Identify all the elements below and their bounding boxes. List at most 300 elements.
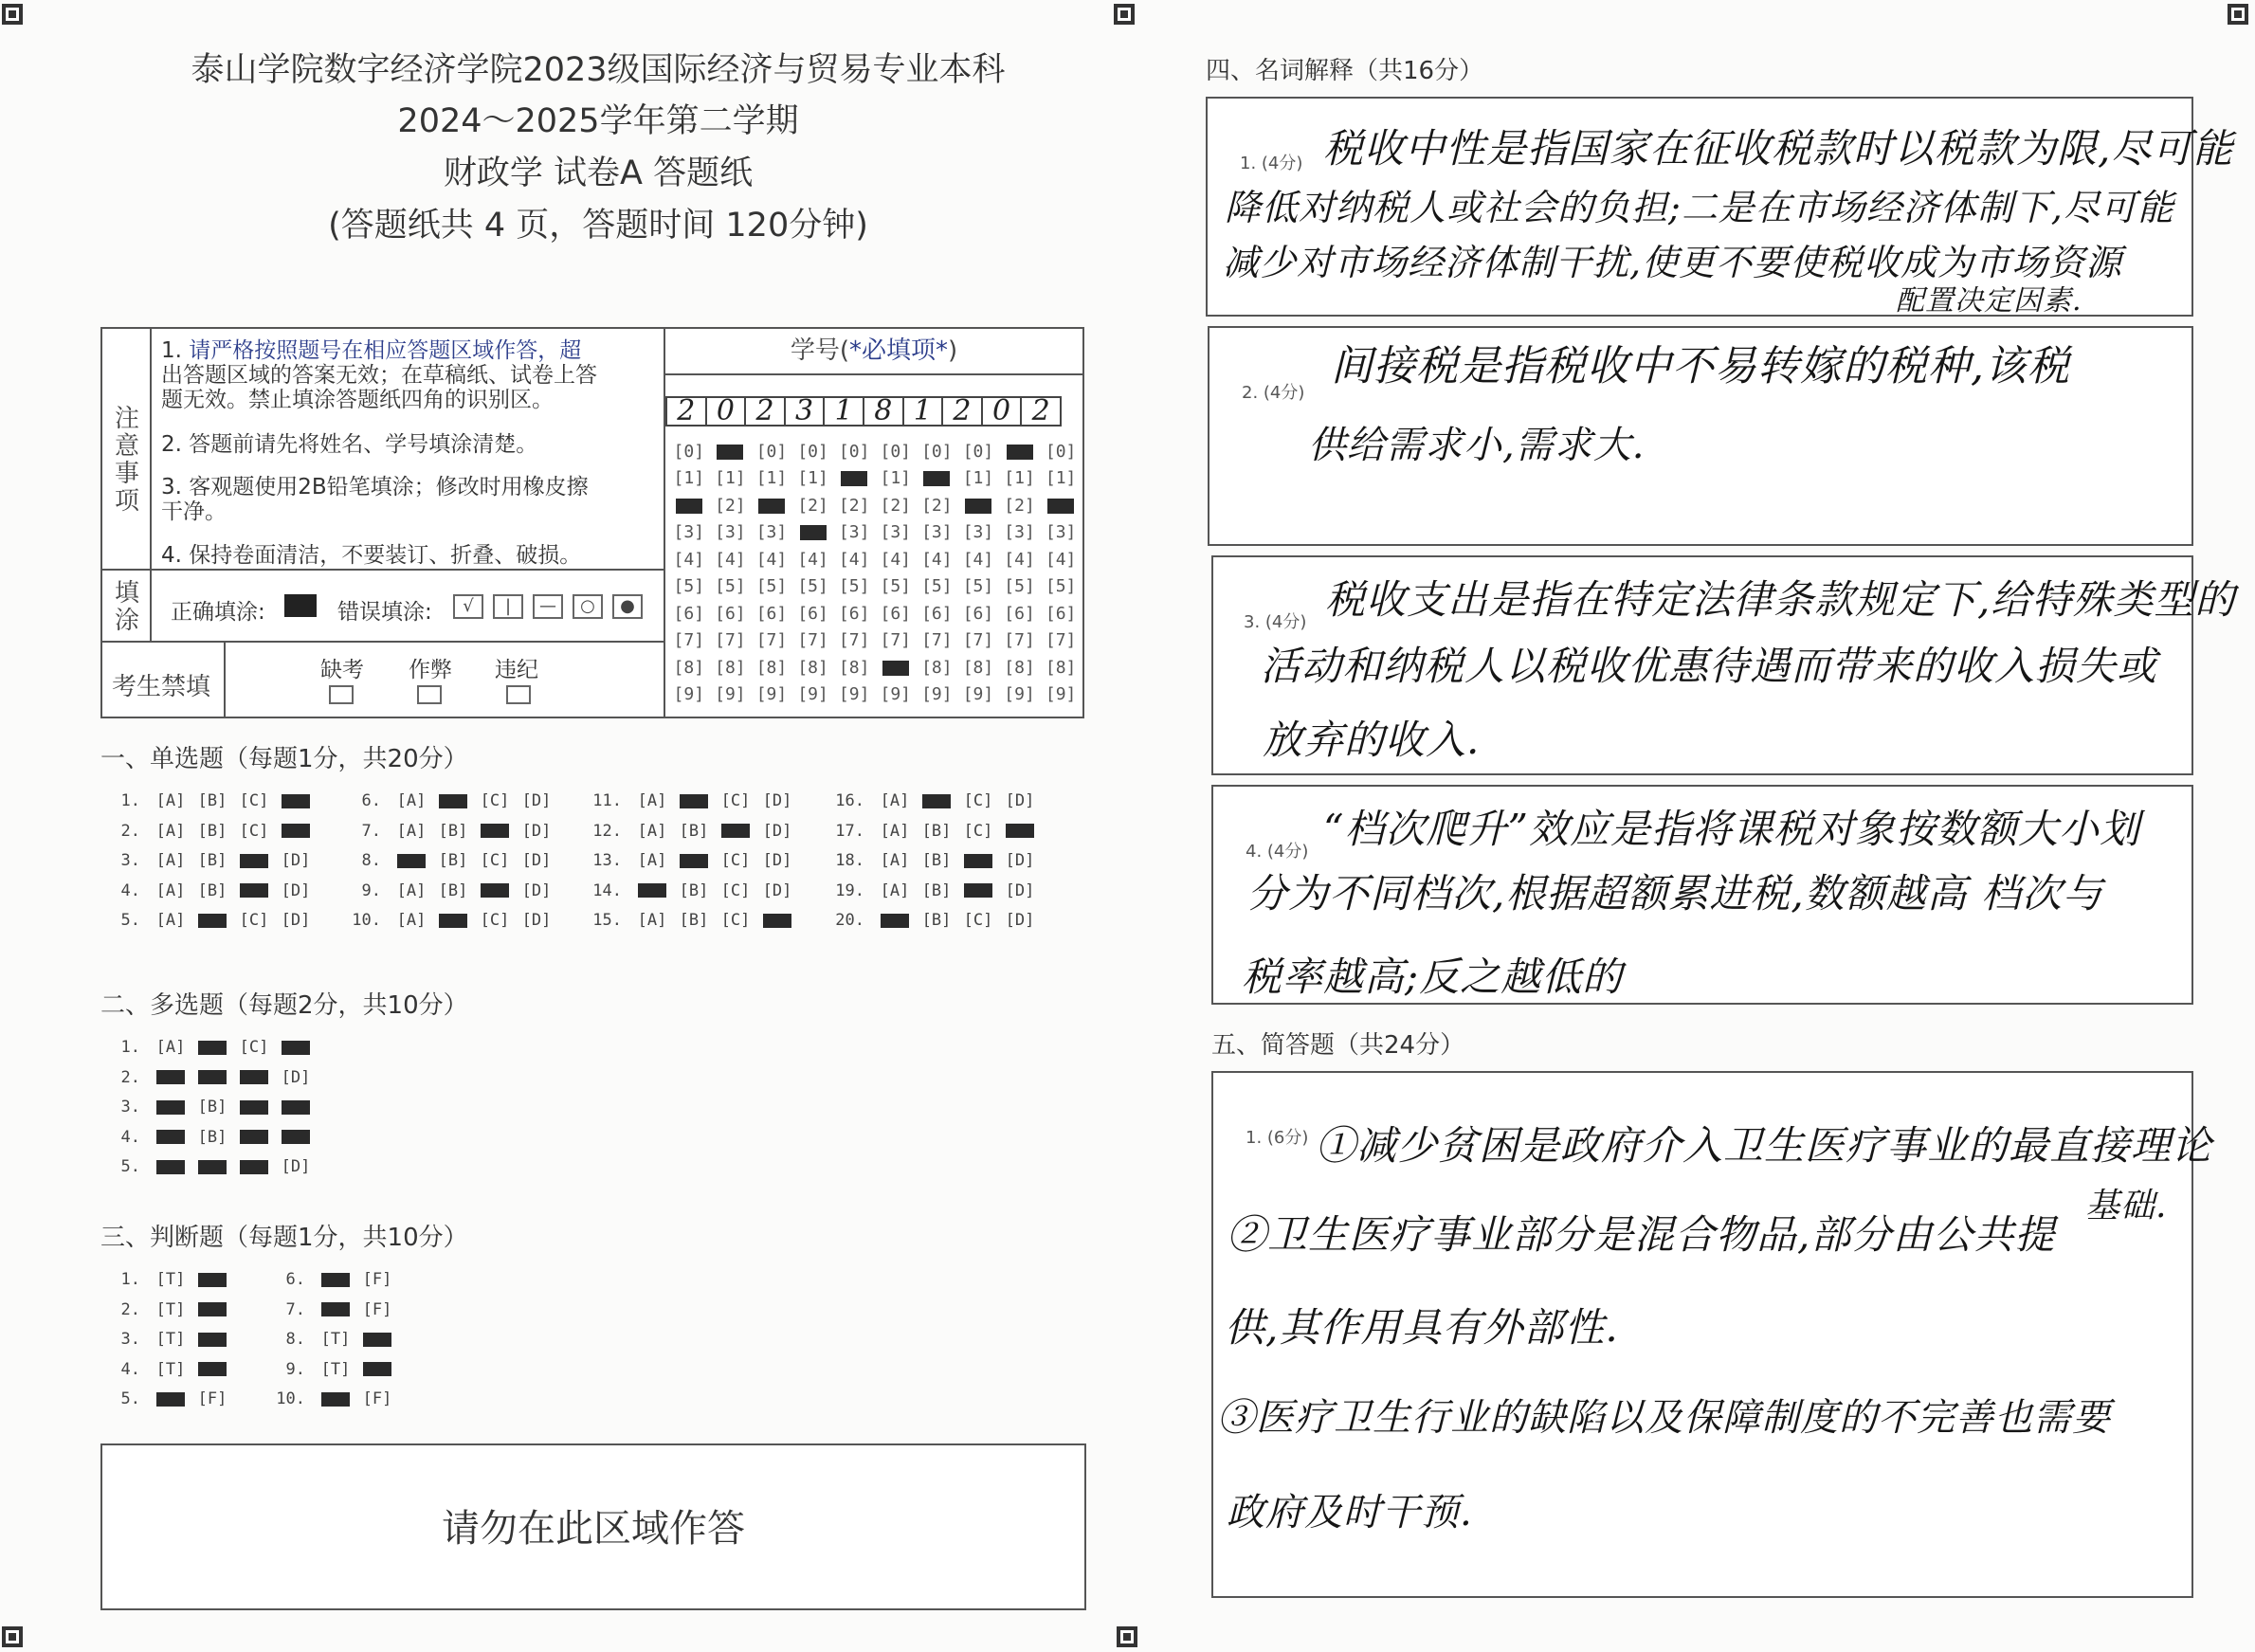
bubble[interactable]: [6] [797, 603, 828, 624]
bubble[interactable]: [8] [921, 657, 953, 678]
option-filled[interactable] [391, 851, 432, 870]
option-b[interactable]: [B] [197, 1127, 227, 1147]
option-filled[interactable] [233, 851, 275, 870]
bubble[interactable]: [3] [673, 522, 705, 543]
option-filled[interactable] [474, 822, 516, 841]
option-a[interactable]: [A] [155, 880, 186, 900]
option-a[interactable]: [A] [155, 791, 186, 810]
option-b[interactable]: [B] [438, 880, 468, 900]
option-filled[interactable] [275, 822, 317, 841]
bubble[interactable]: [0] [921, 441, 953, 462]
option-filled[interactable] [191, 1270, 233, 1289]
question-number: 6. [285, 1270, 305, 1289]
bubble[interactable]: [2] [921, 495, 953, 516]
option-a[interactable]: [A] [155, 821, 186, 841]
option-filled[interactable] [715, 822, 756, 841]
wrong-fill-check: √ [453, 594, 483, 619]
bubble[interactable]: [9] [797, 684, 828, 705]
bubble[interactable]: [9] [1045, 684, 1077, 705]
wrong-fill-bar: | [493, 594, 523, 619]
option-b[interactable]: [B] [197, 880, 227, 900]
question-number: 2. [120, 1299, 140, 1319]
student-id-digit: 2 [744, 396, 786, 427]
question-number: 8. [285, 1330, 305, 1349]
option-a[interactable]: [A] [155, 1038, 186, 1057]
student-id-digit: 1 [823, 396, 864, 427]
bubble[interactable]: [7] [921, 630, 953, 651]
option-t[interactable]: [T] [320, 1359, 351, 1379]
question-row [347, 822, 557, 841]
option-filled[interactable] [275, 791, 317, 810]
bubble[interactable]: [4] [673, 549, 705, 570]
option-filled[interactable] [150, 1068, 191, 1087]
question-number: 10. [352, 911, 381, 930]
cheat-label: 作弊 [409, 658, 452, 682]
option-b[interactable]: [B] [197, 851, 227, 870]
option-d[interactable]: [D] [762, 791, 792, 810]
question-row [588, 822, 798, 841]
section5-title: 五、简答题（共24分） [1211, 1031, 1465, 1060]
bubble[interactable]: [9] [673, 684, 705, 705]
bubble[interactable]: [4] [880, 549, 912, 570]
option-b[interactable]: [B] [197, 1098, 227, 1116]
bubble[interactable]: [7] [1004, 630, 1035, 651]
bubble[interactable]: [6] [755, 603, 788, 624]
option-b[interactable]: [B] [438, 851, 468, 870]
option-d[interactable]: [D] [521, 851, 552, 870]
bubble[interactable]: [3] [921, 522, 953, 543]
bubble[interactable]: [3] [755, 522, 788, 543]
option-filled[interactable] [191, 1360, 233, 1379]
option-filled[interactable] [191, 911, 233, 930]
question-row [106, 851, 317, 870]
option-d[interactable]: [D] [1005, 911, 1035, 930]
corner-marker-top-center [1114, 4, 1135, 25]
question-row [106, 1098, 317, 1116]
option-filled[interactable] [999, 822, 1041, 841]
option-filled[interactable] [957, 881, 999, 900]
option-d[interactable]: [D] [521, 911, 552, 930]
option-t[interactable]: [T] [155, 1330, 186, 1349]
option-filled[interactable] [432, 791, 474, 810]
option-filled[interactable] [150, 1157, 191, 1176]
option-filled[interactable] [673, 851, 715, 870]
option-b[interactable]: [B] [197, 821, 227, 841]
bubble[interactable]: [4] [797, 549, 828, 570]
option-c[interactable]: [C] [963, 911, 993, 930]
bubble[interactable]: [6] [962, 603, 994, 624]
question-number: 4. [120, 880, 140, 900]
option-d[interactable]: [D] [521, 791, 552, 810]
option-b[interactable]: [B] [679, 821, 709, 841]
bubble[interactable]: [3] [715, 522, 746, 543]
bubble[interactable]: [0] [755, 441, 788, 462]
option-d[interactable]: [D] [521, 880, 552, 900]
option-a[interactable]: [A] [155, 911, 186, 930]
option-t[interactable]: [T] [155, 1270, 186, 1289]
question-row [106, 1157, 317, 1176]
bubble-filled[interactable] [1040, 496, 1082, 516]
no-answer-area: 请勿在此区域作答 [100, 1443, 1086, 1610]
bubble[interactable]: [4] [838, 549, 870, 570]
bubble-row [668, 573, 1082, 601]
bubble[interactable]: [5] [673, 576, 705, 597]
option-filled[interactable] [275, 1038, 317, 1057]
question-row [347, 791, 557, 810]
option-filled[interactable] [356, 1360, 398, 1379]
option-a[interactable]: [A] [880, 791, 910, 810]
score-4-3: 3. (4分) [1244, 612, 1307, 632]
question-number: 7. [285, 1299, 305, 1319]
option-filled[interactable] [631, 881, 673, 900]
bubble[interactable]: [0] [962, 441, 994, 462]
notice-item-4: 4. 保持卷面清洁，不要装订、折叠、破损。 [161, 543, 582, 568]
handwriting-5-1-line3: ②卫生医疗事业部分是混合物品,部分由公共提 [1227, 1211, 2056, 1258]
option-a[interactable]: [A] [637, 791, 667, 810]
wrong-fill-dot: ● [612, 594, 643, 619]
option-c[interactable]: [C] [963, 821, 993, 841]
option-a[interactable]: [A] [396, 821, 427, 841]
question-row [106, 1389, 233, 1408]
bubble[interactable]: [5] [921, 576, 953, 597]
bubble-row [668, 654, 1082, 681]
option-d[interactable]: [D] [762, 880, 792, 900]
option-d[interactable]: [D] [281, 1157, 311, 1176]
option-b[interactable]: [B] [197, 791, 227, 810]
bubble[interactable]: [9] [1004, 684, 1035, 705]
option-a[interactable]: [A] [396, 880, 427, 900]
option-f[interactable]: [F] [362, 1270, 392, 1289]
bubble[interactable]: [0] [673, 441, 705, 462]
bubble[interactable]: [4] [1045, 549, 1077, 570]
bubble-row [668, 438, 1082, 465]
option-a[interactable]: [A] [637, 851, 667, 870]
option-c[interactable]: [C] [720, 791, 751, 810]
bubble[interactable]: [6] [921, 603, 953, 624]
option-filled[interactable] [275, 1098, 317, 1116]
question-row [830, 791, 1041, 810]
option-t[interactable]: [T] [155, 1299, 186, 1319]
question-number: 10. [276, 1389, 305, 1408]
bubble[interactable]: [1] [673, 468, 705, 489]
option-c[interactable]: [C] [963, 791, 993, 810]
option-c[interactable]: [C] [239, 821, 269, 841]
option-b[interactable]: [B] [921, 880, 952, 900]
question-row [106, 1038, 317, 1057]
option-filled[interactable] [191, 1330, 233, 1349]
bubble[interactable]: [6] [1004, 603, 1035, 624]
score-4-4: 4. (4分) [1246, 842, 1309, 862]
question-row [271, 1389, 398, 1408]
option-a[interactable]: [A] [880, 880, 910, 900]
score-4-1: 1. (4分) [1240, 154, 1303, 173]
option-b[interactable]: [B] [679, 880, 709, 900]
handwriting-4-2-line2: 供给需求小,需求大. [1308, 424, 1646, 467]
option-a[interactable]: [A] [880, 821, 910, 841]
wrong-fill-label: 错误填涂: [337, 600, 432, 625]
bubble[interactable]: [9] [880, 684, 912, 705]
option-c[interactable]: [C] [720, 880, 751, 900]
bubble[interactable]: [9] [755, 684, 788, 705]
bubble[interactable]: [4] [755, 549, 788, 570]
bubble[interactable]: [6] [1045, 603, 1077, 624]
handwriting-5-1-line1: ①减少贫困是政府介入卫生医疗事业的最直接理论 [1316, 1122, 2213, 1169]
option-filled[interactable] [233, 881, 275, 900]
option-filled[interactable] [432, 911, 474, 930]
option-c[interactable]: [C] [720, 851, 751, 870]
option-filled[interactable] [233, 1068, 275, 1087]
option-f[interactable]: [F] [362, 1389, 392, 1408]
bubble[interactable]: [4] [1004, 549, 1035, 570]
option-filled[interactable] [191, 1157, 233, 1176]
question-number: 15. [592, 911, 622, 930]
option-d[interactable]: [D] [1005, 880, 1035, 900]
bubble[interactable]: [4] [921, 549, 953, 570]
option-d[interactable]: [D] [1005, 791, 1035, 810]
option-filled[interactable] [673, 791, 715, 810]
option-c[interactable]: [C] [720, 911, 751, 930]
option-a[interactable]: [A] [637, 911, 667, 930]
question-row [347, 881, 557, 900]
option-d[interactable]: [D] [1005, 851, 1035, 870]
question-number: 2. [120, 821, 140, 841]
question-number: 3. [120, 851, 140, 870]
question-row [106, 881, 317, 900]
question-number: 3. [120, 1330, 140, 1349]
option-c[interactable]: [C] [239, 791, 269, 810]
option-f[interactable]: [F] [197, 1389, 227, 1408]
bubble[interactable]: [5] [880, 576, 912, 597]
option-a[interactable]: [A] [396, 911, 427, 930]
option-d[interactable]: [D] [281, 1067, 311, 1087]
bubble[interactable]: [7] [715, 630, 746, 651]
option-f[interactable]: [F] [362, 1299, 392, 1319]
question-row [830, 911, 1041, 930]
bubble[interactable]: [4] [715, 549, 746, 570]
option-filled[interactable] [150, 1389, 191, 1408]
bubble[interactable]: [5] [1004, 576, 1035, 597]
option-a[interactable]: [A] [155, 851, 186, 870]
option-b[interactable]: [B] [921, 821, 952, 841]
option-filled[interactable] [275, 1128, 317, 1147]
bubble-filled[interactable] [833, 468, 875, 488]
exam-title-line2: 2024～2025学年第二学期 [397, 102, 799, 140]
option-d[interactable]: [D] [281, 851, 311, 870]
bubble[interactable]: [3] [880, 522, 912, 543]
bubble[interactable]: [8] [715, 657, 746, 678]
bubble-filled[interactable] [999, 442, 1041, 462]
bubble[interactable]: [1] [715, 468, 746, 489]
bubble[interactable]: [3] [1045, 522, 1077, 543]
option-filled[interactable] [191, 1300, 233, 1319]
question-number: 20. [835, 911, 864, 930]
section2-title: 二、多选题（每题2分，共10分） [100, 991, 468, 1020]
handwriting-5-1-line6: 政府及时干预. [1227, 1491, 1473, 1534]
question-number: 12. [592, 821, 622, 841]
option-b[interactable]: [B] [921, 851, 952, 870]
option-filled[interactable] [756, 911, 798, 930]
handwriting-5-1-line2: 基础. [2085, 1187, 2168, 1225]
bubble[interactable]: [7] [880, 630, 912, 651]
option-filled[interactable] [916, 791, 957, 810]
bubble-filled[interactable] [668, 496, 710, 516]
question-number: 2. [120, 1067, 140, 1087]
bubble-filled[interactable] [710, 442, 752, 462]
bubble[interactable]: [5] [962, 576, 994, 597]
bubble[interactable]: [9] [715, 684, 746, 705]
bubble[interactable]: [7] [962, 630, 994, 651]
option-filled[interactable] [191, 1068, 233, 1087]
bubble[interactable]: [2] [880, 495, 912, 516]
cheat-checkbox[interactable] [417, 685, 442, 704]
option-d[interactable]: [D] [521, 821, 552, 841]
violation-checkbox[interactable] [506, 685, 531, 704]
bubble[interactable]: [6] [880, 603, 912, 624]
bubble[interactable]: [6] [673, 603, 705, 624]
option-a[interactable]: [A] [396, 791, 427, 810]
option-c[interactable]: [C] [480, 911, 510, 930]
bubble[interactable]: [5] [1045, 576, 1077, 597]
bubble[interactable]: [8] [962, 657, 994, 678]
bubble[interactable]: [7] [838, 630, 870, 651]
bubble[interactable]: [3] [1004, 522, 1035, 543]
bubble[interactable]: [7] [673, 630, 705, 651]
option-d[interactable]: [D] [762, 821, 792, 841]
option-filled[interactable] [315, 1270, 356, 1289]
handwriting-4-1-line4: 配置决定因素. [1896, 284, 2082, 318]
option-filled[interactable] [150, 1098, 191, 1116]
option-filled[interactable] [233, 1098, 275, 1116]
question-row [106, 911, 317, 930]
option-t[interactable]: [T] [320, 1330, 351, 1349]
option-c[interactable]: [C] [480, 791, 510, 810]
corner-marker-top-left [2, 4, 23, 25]
wrong-fill-circle: ○ [573, 594, 603, 619]
bubble[interactable]: [7] [797, 630, 828, 651]
option-filled[interactable] [474, 881, 516, 900]
notice-item-3-line2: 干净。 [161, 499, 227, 524]
bubble[interactable]: [1] [755, 468, 788, 489]
question-number: 19. [835, 880, 864, 900]
bubble[interactable]: [0] [838, 441, 870, 462]
bubble[interactable]: [9] [838, 684, 870, 705]
bubble-row [668, 492, 1082, 519]
bubble-filled[interactable] [917, 468, 958, 488]
question-number: 8. [361, 851, 381, 870]
bubble[interactable]: [1] [1045, 468, 1077, 489]
option-b[interactable]: [B] [921, 911, 952, 930]
option-c[interactable]: [C] [239, 911, 269, 930]
bubble[interactable]: [2] [797, 495, 828, 516]
option-b[interactable]: [B] [438, 821, 468, 841]
option-filled[interactable] [191, 1038, 233, 1057]
option-filled[interactable] [150, 1128, 191, 1147]
option-filled[interactable] [233, 1157, 275, 1176]
option-filled[interactable] [233, 1128, 275, 1147]
bubble[interactable]: [8] [755, 657, 788, 678]
bubble[interactable]: [1] [1004, 468, 1035, 489]
absent-label: 缺考 [320, 658, 364, 682]
option-filled[interactable] [874, 911, 916, 930]
bubble[interactable]: [0] [797, 441, 828, 462]
correct-fill-label: 正确填涂: [171, 600, 265, 625]
bubble[interactable]: [8] [1004, 657, 1035, 678]
bubble[interactable]: [6] [715, 603, 746, 624]
bubble[interactable]: [7] [1045, 630, 1077, 651]
absent-checkbox[interactable] [329, 685, 354, 704]
bubble[interactable]: [7] [755, 630, 788, 651]
question-row [830, 851, 1041, 870]
option-c[interactable]: [C] [480, 851, 510, 870]
bubble-filled[interactable] [875, 658, 917, 678]
bubble-filled[interactable] [792, 522, 834, 542]
option-filled[interactable] [957, 851, 999, 870]
bubble[interactable]: [0] [880, 441, 912, 462]
option-filled[interactable] [356, 1330, 398, 1349]
question-number: 1. [120, 791, 140, 810]
bubble[interactable]: [0] [1045, 441, 1077, 462]
question-row [106, 1360, 233, 1379]
option-t[interactable]: [T] [155, 1359, 186, 1379]
bubble[interactable]: [1] [962, 468, 994, 489]
question-row [830, 822, 1041, 841]
section4-title: 四、名词解释（共16分） [1206, 57, 1484, 85]
bubble-filled[interactable] [957, 496, 999, 516]
bubble[interactable]: [4] [962, 549, 994, 570]
bubble[interactable]: [1] [880, 468, 912, 489]
question-number: 9. [361, 880, 381, 900]
option-filled[interactable] [315, 1389, 356, 1408]
bubble[interactable]: [5] [797, 576, 828, 597]
bubble[interactable]: [3] [838, 522, 870, 543]
fill-label: 填 涂 [114, 579, 139, 635]
option-b[interactable]: [B] [679, 911, 709, 930]
bubble[interactable]: [8] [838, 657, 870, 678]
bubble[interactable]: [9] [962, 684, 994, 705]
bubble[interactable]: [5] [755, 576, 788, 597]
handwriting-4-3-line2: 活动和纳税人以税收优惠待遇而带来的收入损失或 [1261, 643, 2158, 689]
question-number: 7. [361, 821, 381, 841]
option-d[interactable]: [D] [762, 851, 792, 870]
bubble[interactable]: [6] [838, 603, 870, 624]
option-d[interactable]: [D] [281, 911, 311, 930]
bubble-row [668, 681, 1082, 709]
notice-item-1: 1. 请严格按照题号在相应答题区域作答，超 [161, 338, 582, 363]
bubble[interactable]: [5] [715, 576, 746, 597]
bubble[interactable]: [8] [673, 657, 705, 678]
bubble[interactable]: [2] [838, 495, 870, 516]
option-d[interactable]: [D] [281, 880, 311, 900]
option-a[interactable]: [A] [880, 851, 910, 870]
bubble[interactable]: [2] [1004, 495, 1035, 516]
option-a[interactable]: [A] [637, 821, 667, 841]
student-id-title: 学号(*必填项*) [790, 336, 958, 365]
bubble[interactable]: [2] [715, 495, 746, 516]
bubble[interactable]: [9] [921, 684, 953, 705]
correct-fill-sample [284, 594, 317, 617]
bubble[interactable]: [5] [838, 576, 870, 597]
student-id-digit: 2 [1020, 396, 1062, 427]
bubble[interactable]: [3] [962, 522, 994, 543]
question-row [271, 1330, 398, 1349]
option-filled[interactable] [315, 1300, 356, 1319]
bubble-filled[interactable] [751, 496, 792, 516]
question-number: 17. [835, 821, 864, 841]
bubble[interactable]: [1] [797, 468, 828, 489]
option-c[interactable]: [C] [239, 1038, 269, 1057]
bubble[interactable]: [8] [797, 657, 828, 678]
bubble[interactable]: [8] [1045, 657, 1077, 678]
